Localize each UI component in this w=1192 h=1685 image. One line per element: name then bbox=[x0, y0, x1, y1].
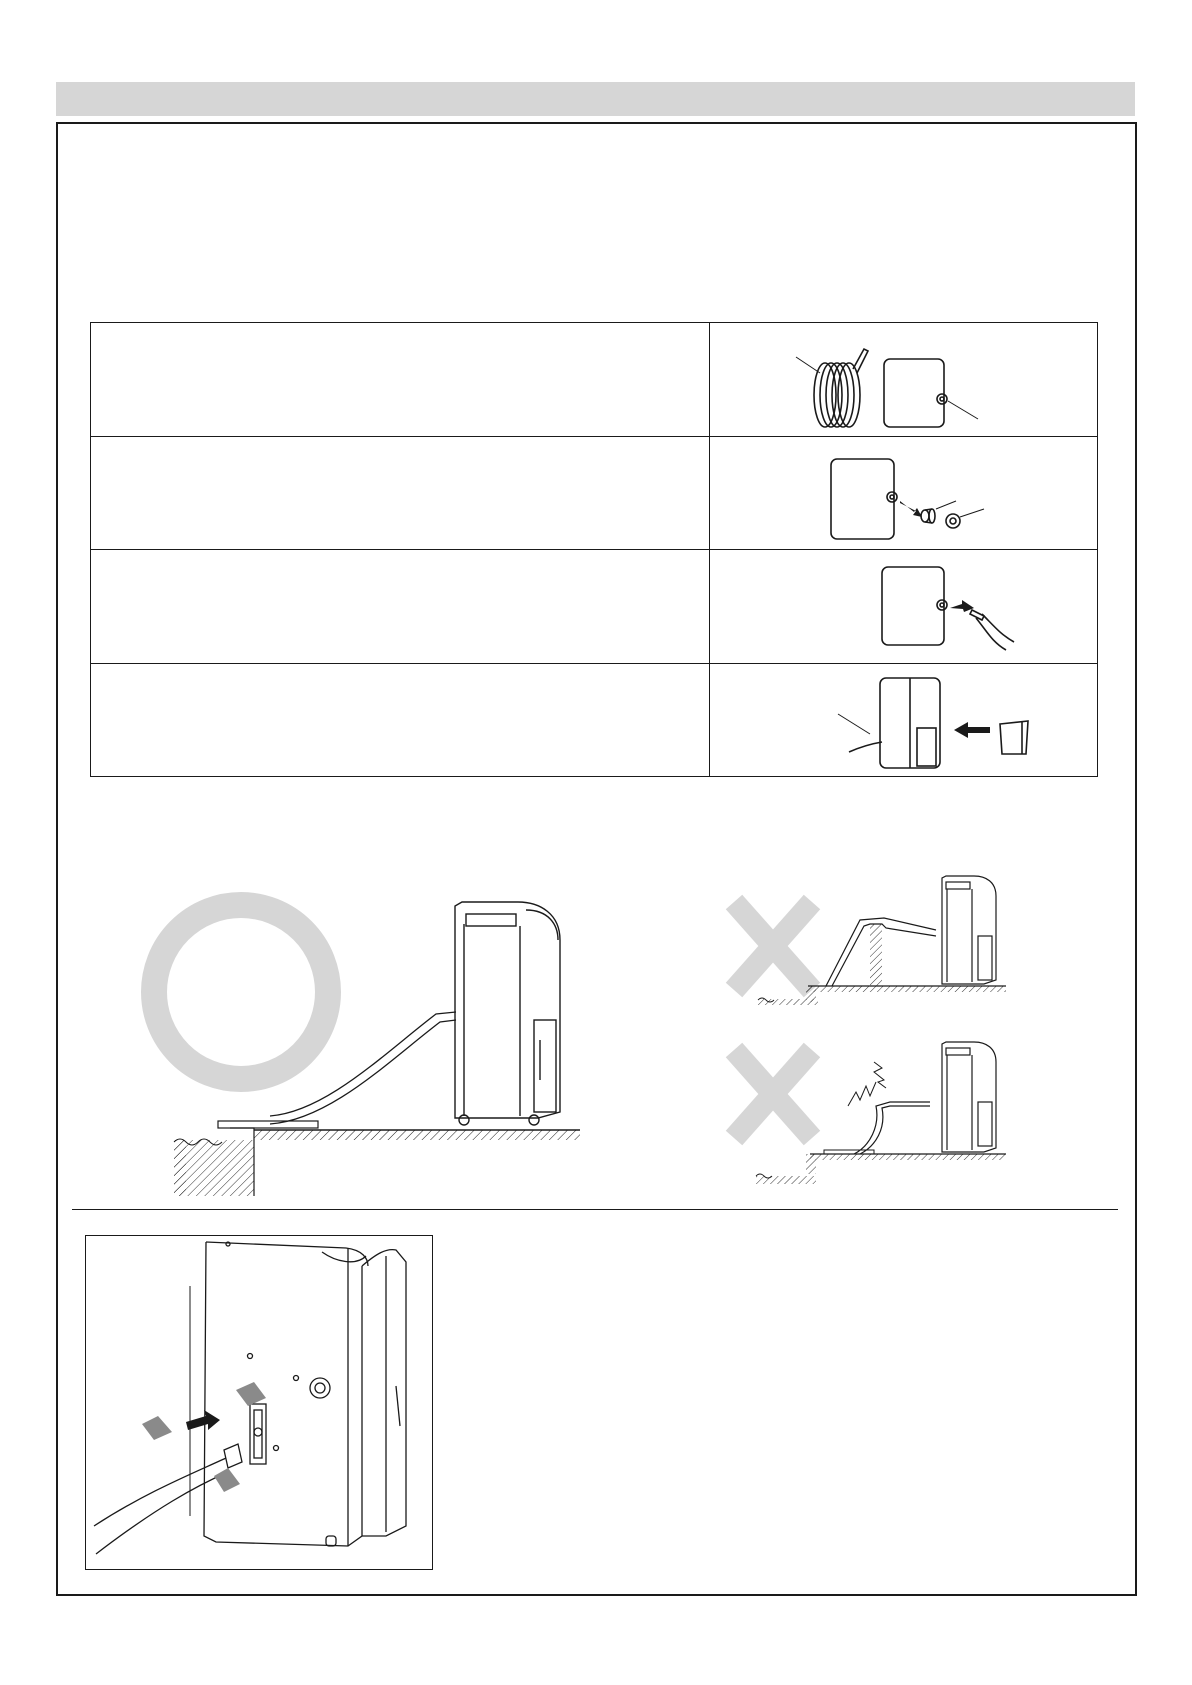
step-row-2 bbox=[91, 437, 1097, 551]
step-row-3 bbox=[91, 550, 1097, 664]
cap-and-plug-icon bbox=[710, 437, 1098, 550]
hose-connect-icon bbox=[710, 550, 1098, 663]
remove-bucket-illustration bbox=[710, 664, 1098, 777]
remove-cap-illustration bbox=[710, 437, 1098, 550]
correct-drain-diagram bbox=[130, 880, 590, 1200]
incorrect-drain-diagram-1 bbox=[720, 866, 1010, 1006]
steps-table bbox=[90, 322, 1098, 777]
correct-mark-icon bbox=[154, 905, 328, 1079]
step-row-1 bbox=[91, 323, 1097, 437]
connect-hose-illustration bbox=[710, 550, 1098, 663]
hose-connection-photo bbox=[85, 1235, 433, 1570]
hose-coil-icon bbox=[710, 323, 1098, 436]
step-row-4 bbox=[91, 664, 1097, 778]
bucket-removal-icon bbox=[710, 664, 1098, 777]
wrong-mark-icon bbox=[734, 902, 812, 990]
unit-drain-port-icon bbox=[86, 1236, 432, 1569]
hose-and-unit-illustration bbox=[710, 323, 1098, 436]
incorrect-drain-diagram-2 bbox=[720, 1036, 1010, 1192]
section-divider bbox=[72, 1209, 1118, 1210]
wrong-mark-icon bbox=[734, 1050, 812, 1138]
section-title-bar bbox=[56, 82, 1135, 116]
